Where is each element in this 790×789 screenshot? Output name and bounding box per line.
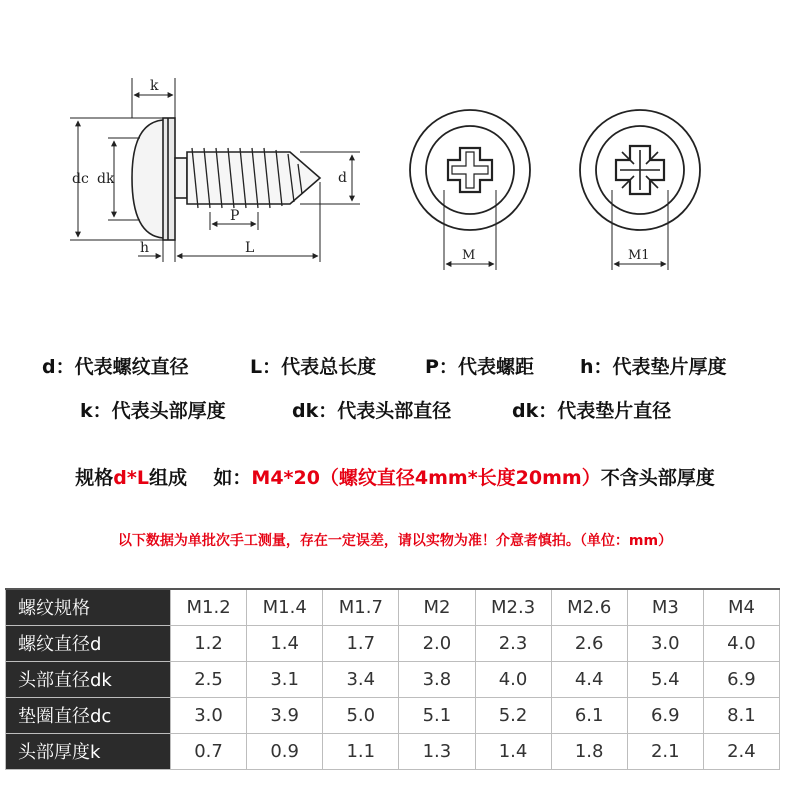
table-cell: 2.4: [703, 733, 779, 769]
table-cell: 1.8: [551, 733, 627, 769]
legend-row-1: [0, 352, 790, 376]
table-cell: 2.5: [171, 661, 247, 697]
label-dc: dc: [72, 171, 89, 187]
label-h: h: [140, 240, 150, 256]
legend-key: P：: [425, 356, 458, 378]
label-m1: M1: [628, 248, 650, 263]
legend-key: h：: [580, 356, 613, 378]
label-dk: dk: [97, 171, 115, 187]
table-cell: 3.0: [627, 625, 703, 661]
screw-side-view: [132, 118, 320, 240]
legend-text: 代表垫片厚度: [612, 356, 727, 378]
legend-key: L：: [250, 356, 282, 378]
table-cell: 3.1: [247, 661, 323, 697]
measurement-note: 以下数据为单批次手工测量，存在一定误差，请以实物为准！介意者慎拍。（单位：mm）: [117, 533, 673, 549]
table-cell: M4: [703, 589, 779, 625]
table-cell: 1.4: [247, 625, 323, 661]
table-cell: 8.1: [703, 697, 779, 733]
legend-text: 代表螺纹直径: [74, 356, 189, 378]
spec-format-line: [0, 463, 790, 490]
table-cell: 4.0: [475, 661, 551, 697]
table-cell: 1.1: [323, 733, 399, 769]
phillips-head-view: [410, 110, 530, 230]
spec-example: M4*20（螺纹直径4mm*长度20mm）: [251, 467, 601, 489]
table-cell: 3.8: [399, 661, 475, 697]
label-m: M: [462, 248, 476, 263]
table-cell: 4.4: [551, 661, 627, 697]
table-cell: 2.1: [627, 733, 703, 769]
label-p: P: [230, 208, 240, 224]
label-k: k: [150, 78, 159, 94]
table-cell: 3.4: [323, 661, 399, 697]
legend-text: 代表垫片直径: [557, 400, 672, 422]
table-cell: M1.4: [247, 589, 323, 625]
spec-formula: d*L: [113, 467, 149, 489]
table-cell: 4.0: [703, 625, 779, 661]
legend-text: 代表总长度: [281, 356, 377, 378]
row-header: 头部直径dk: [6, 661, 171, 697]
table-cell: M2: [399, 589, 475, 625]
spec-after-formula: 组成 如：: [148, 467, 252, 489]
table-cell: M2.6: [551, 589, 627, 625]
table-cell: 1.3: [399, 733, 475, 769]
table-cell: 5.2: [475, 697, 551, 733]
table-cell: 1.4: [475, 733, 551, 769]
legend-text: 代表头部直径: [337, 400, 452, 422]
label-d: d: [338, 170, 347, 186]
legend-row-2: [0, 396, 790, 420]
table-cell: 5.0: [323, 697, 399, 733]
table-cell: 1.7: [323, 625, 399, 661]
row-header: 垫圈直径dc: [6, 697, 171, 733]
table-cell: 5.4: [627, 661, 703, 697]
table-cell: 0.9: [247, 733, 323, 769]
spec-table: [5, 588, 780, 770]
legend-key: dk：: [512, 400, 558, 422]
table-row: [6, 625, 780, 661]
table-cell: 2.3: [475, 625, 551, 661]
table-cell: 2.0: [399, 625, 475, 661]
label-l: L: [245, 240, 255, 256]
table-cell: 6.1: [551, 697, 627, 733]
legend-key: dk：: [292, 400, 338, 422]
legend-key: d：: [42, 356, 75, 378]
table-cell: 0.7: [171, 733, 247, 769]
pozidriv-head-view: [580, 110, 700, 230]
table-cell: 5.1: [399, 697, 475, 733]
row-header: 螺纹直径d: [6, 625, 171, 661]
table-cell: 6.9: [703, 661, 779, 697]
table-cell: M3: [627, 589, 703, 625]
spec-suffix: 不含头部厚度: [600, 467, 715, 489]
legend-key: k：: [80, 400, 112, 422]
screw-diagram: [0, 0, 790, 300]
spec-prefix: 规格: [75, 467, 114, 489]
table-cell: M1.7: [323, 589, 399, 625]
table-cell: M1.2: [171, 589, 247, 625]
row-header: 头部厚度k: [6, 733, 171, 769]
row-header: 螺纹规格: [6, 589, 171, 625]
table-cell: 3.9: [247, 697, 323, 733]
legend-text: 代表头部厚度: [111, 400, 226, 422]
table-row: [6, 589, 780, 625]
table-cell: M2.3: [475, 589, 551, 625]
table-row: [6, 697, 780, 733]
table-cell: 2.6: [551, 625, 627, 661]
table-cell: 6.9: [627, 697, 703, 733]
table-row: [6, 733, 780, 769]
legend-text: 代表螺距: [457, 356, 534, 378]
table-row: [6, 661, 780, 697]
table-cell: 3.0: [171, 697, 247, 733]
table-cell: 1.2: [171, 625, 247, 661]
